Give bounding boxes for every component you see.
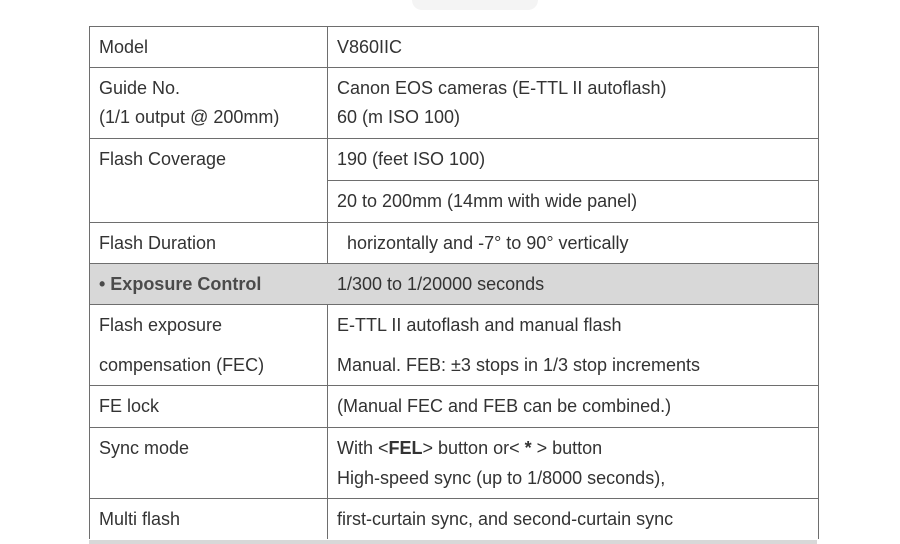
top-tab-decoration	[412, 0, 538, 10]
table-row	[90, 139, 818, 223]
bottom-strip	[89, 540, 817, 544]
row-value: 1/300 to 1/20000 seconds	[337, 274, 545, 294]
row-label: Model	[90, 27, 328, 67]
row-value: E-TTL II autoflash and manual flash Manual. FEB: ±3 stops in 1/3 stop increments	[337, 315, 701, 375]
table-row	[90, 223, 818, 264]
row-label: • Exposure Control	[90, 264, 328, 304]
row-label: Flash Duration	[90, 223, 328, 263]
row-label: Flash exposure compensation (FEC)	[90, 305, 328, 385]
row-value: horizontally and -7° to 90° vertically	[337, 233, 629, 253]
row-value: 190 (feet ISO 100)	[337, 149, 486, 169]
table-row	[90, 27, 818, 68]
row-value: Canon EOS cameras (E-TTL II autoflash) 60 (m ISO 100)	[337, 78, 667, 127]
row-label: Flash Coverage	[90, 139, 328, 222]
row-label: Guide No. (1/1 output @ 200mm)	[90, 68, 328, 138]
table-row	[90, 305, 818, 386]
sync-mode-line-1: With <FEL> button or< * > button	[337, 438, 603, 458]
row-label: Sync mode	[90, 428, 328, 498]
row-value: (Manual FEC and FEB can be combined.)	[337, 396, 672, 416]
row-value: 20 to 200mm (14mm with wide panel)	[328, 180, 818, 221]
table-row	[90, 499, 818, 539]
table-row	[90, 68, 818, 139]
spec-table	[89, 26, 819, 539]
row-value: first-curtain sync, and second-curtain sync	[337, 509, 674, 529]
row-value: V860IIC	[337, 37, 403, 57]
table-row-highlight	[90, 264, 818, 305]
row-value: With <FEL> button or< * > button High-speed sync (up to 1/8000 seconds),	[328, 428, 818, 493]
row-label: FE lock	[90, 386, 328, 427]
table-row	[90, 386, 818, 428]
table-row	[90, 428, 818, 499]
row-label: Multi flash	[90, 499, 328, 539]
